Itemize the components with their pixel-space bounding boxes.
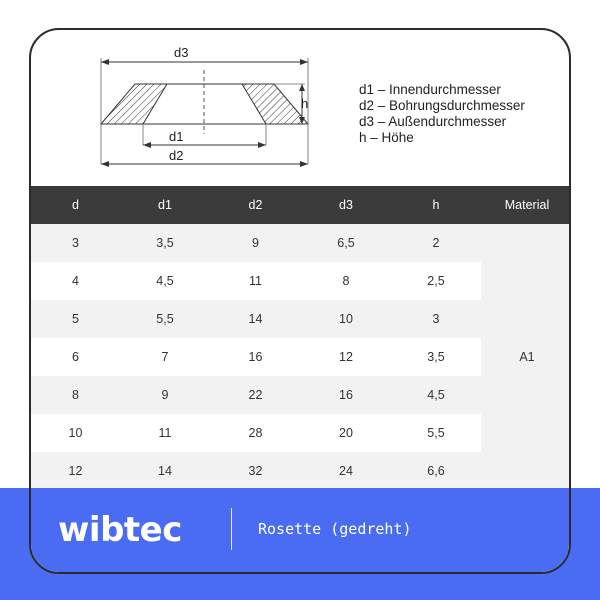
table-cell: 14 <box>120 452 210 490</box>
table-cell: 2,5 <box>391 262 481 300</box>
table-cell: 9 <box>210 224 301 262</box>
label-d2: d2 <box>169 148 184 163</box>
table-cell: 10 <box>301 300 391 338</box>
washer-cross-section-drawing <box>31 30 351 188</box>
header-h: h <box>391 186 481 224</box>
table-cell: 22 <box>210 376 301 414</box>
material-cell: A1 <box>481 224 571 490</box>
table-cell: 28 <box>210 414 301 452</box>
brand-footer <box>31 488 571 574</box>
label-h: h <box>301 96 309 111</box>
table-cell: 4,5 <box>391 376 481 414</box>
legend-d1: d1 – Innendurchmesser <box>359 82 501 97</box>
table-row <box>31 224 571 262</box>
table-cell: 6 <box>31 338 120 376</box>
product-name: Rosette (gedreht) <box>258 520 412 538</box>
table-cell: 4,5 <box>120 262 210 300</box>
label-d3: d3 <box>174 45 189 60</box>
legend-h: h – Höhe <box>359 130 414 145</box>
header-d3: d3 <box>301 186 391 224</box>
table-cell: 6,5 <box>301 224 391 262</box>
table-cell: 32 <box>210 452 301 490</box>
washer-diagram <box>31 30 571 188</box>
table-cell: 2 <box>391 224 481 262</box>
table-cell: 24 <box>301 452 391 490</box>
table-cell: 3,5 <box>391 338 481 376</box>
table-cell: 3 <box>391 300 481 338</box>
header-d: d <box>31 186 120 224</box>
table-cell: 7 <box>120 338 210 376</box>
product-card <box>29 28 571 574</box>
table-cell: 12 <box>31 452 120 490</box>
wibtec-logo: wibtec <box>58 510 182 550</box>
table-cell: 5 <box>31 300 120 338</box>
table-cell: 16 <box>301 376 391 414</box>
table-cell: 4 <box>31 262 120 300</box>
dimensions-table-area <box>31 186 571 490</box>
table-cell: 11 <box>120 414 210 452</box>
table-cell: 5,5 <box>120 300 210 338</box>
table-cell: 8 <box>301 262 391 300</box>
table-cell: 6,6 <box>391 452 481 490</box>
header-d1: d1 <box>120 186 210 224</box>
header-d2: d2 <box>210 186 301 224</box>
table-cell: 9 <box>120 376 210 414</box>
table-cell: 5,5 <box>391 414 481 452</box>
legend-d3: d3 – Außendurchmesser <box>359 114 507 129</box>
table-cell: 16 <box>210 338 301 376</box>
dimension-legend <box>359 82 525 146</box>
dimensions-table <box>31 186 571 490</box>
footer-divider <box>231 508 232 550</box>
label-d1: d1 <box>169 129 184 144</box>
table-cell: 11 <box>210 262 301 300</box>
table-cell: 3,5 <box>120 224 210 262</box>
table-cell: 20 <box>301 414 391 452</box>
table-cell: 8 <box>31 376 120 414</box>
legend-d2: d2 – Bohrungsdurchmesser <box>359 98 525 113</box>
table-cell: 3 <box>31 224 120 262</box>
table-cell: 10 <box>31 414 120 452</box>
table-cell: 12 <box>301 338 391 376</box>
table-cell: 14 <box>210 300 301 338</box>
table-header-row <box>31 186 571 224</box>
header-material: Material <box>481 186 571 224</box>
